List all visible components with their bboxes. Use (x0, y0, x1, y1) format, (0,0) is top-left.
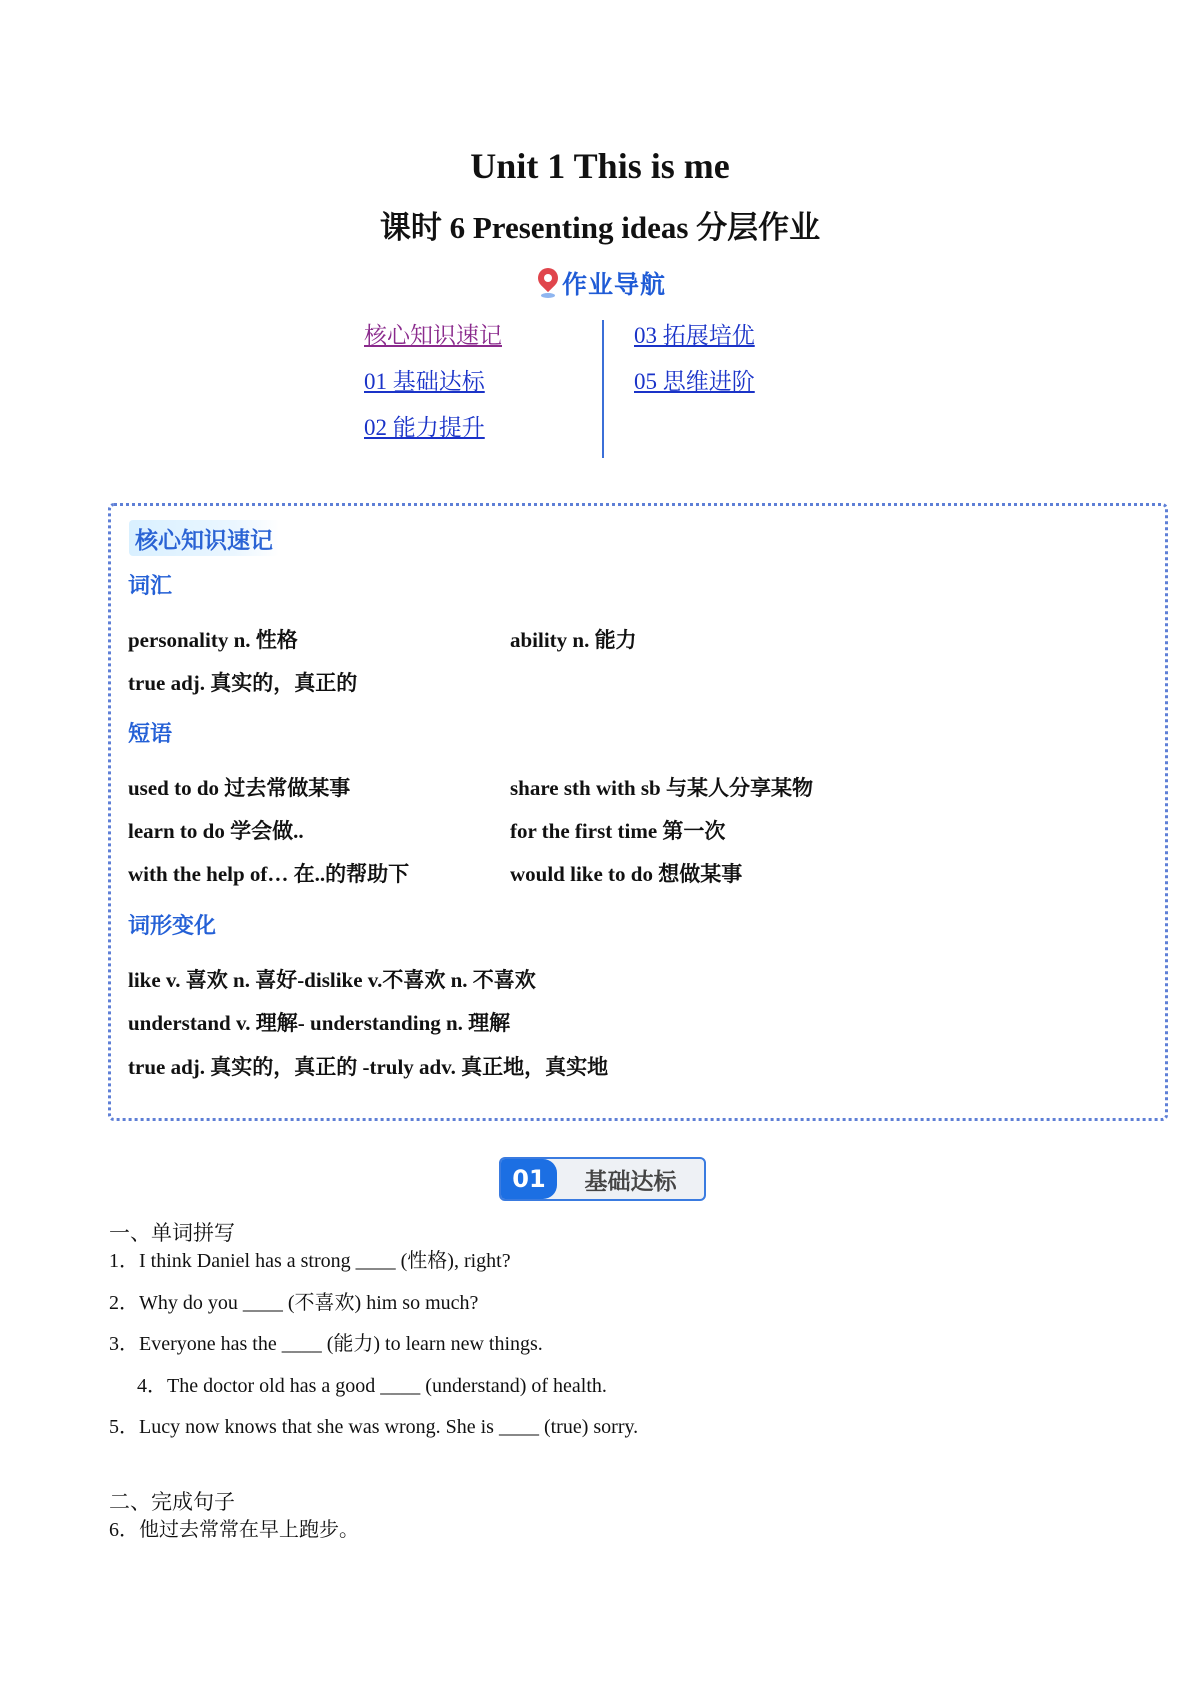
word-form-item: like v. 喜欢 n. 喜好-dislike v.不喜欢 n. 不喜欢 (128, 968, 536, 992)
phrase-item: used to do 过去常做某事 (128, 776, 351, 800)
vocab-item: true adj. 真实的，真正的 (128, 671, 358, 695)
exercise-item: 5．Lucy now knows that she was wrong. She is ____ (true) sorry. (109, 1416, 639, 1438)
section-heading-vocabulary: 词汇 (128, 574, 173, 599)
exercise-item: 1．I think Daniel has a strong ____ (性格), right? (109, 1250, 511, 1272)
word-form-item: true adj. 真实的，真正的 -truly adv. 真正地，真实地 (128, 1055, 609, 1079)
vocab-item: personality n. 性格 (128, 628, 298, 652)
section-heading-word-forms: 词形变化 (128, 914, 217, 939)
exercise-item: 3．Everyone has the ____ (能力) to learn new things. (109, 1333, 543, 1355)
location-pin-icon (537, 268, 559, 298)
phrase-item: with the help of… 在..的帮助下 (128, 862, 410, 886)
nav-link-core-knowledge[interactable]: 核心知识速记 (364, 323, 502, 348)
phrase-item: would like to do 想做某事 (510, 862, 743, 886)
exercise-heading-sentences: 二、完成句子 (109, 1490, 235, 1514)
exercise-heading-spelling: 一、单词拼写 (109, 1221, 235, 1245)
page-subtitle: 课时 6 Presenting ideas 分层作业 (379, 210, 821, 245)
nav-link-ability[interactable]: 02 能力提升 (364, 415, 485, 440)
phrase-item: share sth with sb 与某人分享某物 (510, 776, 813, 800)
phrase-item: for the first time 第一次 (510, 819, 726, 843)
nav-links (364, 320, 864, 458)
nav-heading-label: 作业导航 (562, 270, 667, 299)
phrase-item: learn to do 学会做.. (128, 819, 304, 843)
badge-number: 01 (501, 1159, 557, 1199)
nav-divider (602, 320, 604, 458)
vocab-item: ability n. 能力 (510, 628, 637, 652)
nav-heading (537, 265, 666, 301)
exercise-item: 2．Why do you ____ (不喜欢) him so much? (109, 1292, 479, 1314)
section-badge (499, 1157, 706, 1201)
exercise-item: 6．他过去常常在早上跑步。 (109, 1519, 359, 1541)
nav-link-basic[interactable]: 01 基础达标 (364, 369, 485, 394)
page-title: Unit 1 This is me (470, 146, 730, 186)
exercise-item: 4．The doctor old has a good ____ (understand) of health. (137, 1375, 607, 1397)
word-form-item: understand v. 理解- understanding n. 理解 (128, 1011, 511, 1035)
badge-label: 基础达标 (584, 1168, 677, 1195)
knowledge-tag-label: 核心知识速记 (135, 527, 273, 554)
nav-link-extension[interactable]: 03 拓展培优 (634, 323, 755, 348)
knowledge-tag (129, 520, 279, 556)
nav-link-thinking[interactable]: 05 思维进阶 (634, 369, 755, 394)
section-heading-phrases: 短语 (128, 722, 173, 747)
